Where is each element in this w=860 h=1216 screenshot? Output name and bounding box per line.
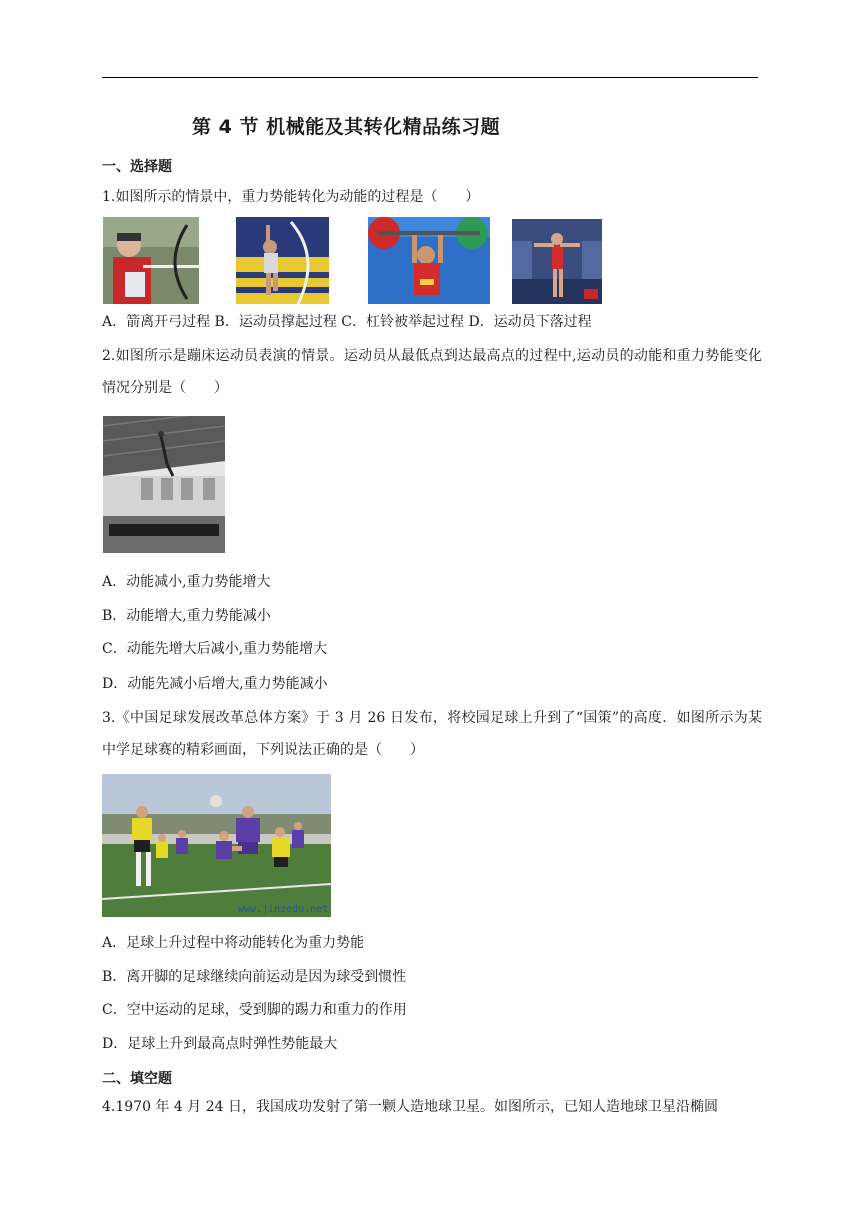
q4-stem: 4.1970 年 4 月 24 日，我国成功发射了第一颗人造地球卫星。如图所示，已知人造地球卫星沿椭圆 <box>102 1099 718 1115</box>
q3-option-d: D．足球上升到最高点时弹性势能最大 <box>102 1036 338 1052</box>
weightlifting-photo <box>368 217 490 304</box>
header-rule <box>102 77 758 78</box>
q3-option-b: B．离开脚的足球继续向前运动是因为球受到惯性 <box>102 969 407 985</box>
q1-stem: 1.如图所示的情景中，重力势能转化为动能的过程是（ ） <box>102 189 480 205</box>
archer-photo <box>103 217 199 304</box>
q2-option-b: B．动能增大,重力势能减小 <box>102 608 271 624</box>
q2-option-c: C．动能先增大后减小,重力势能增大 <box>102 641 328 657</box>
q2-option-d: D．动能先减小后增大,重力势能减小 <box>102 676 328 692</box>
q3-stem: 3.《中国足球发展改革总体方案》于 3 月 26 日发布，将校园足球上升到了“国策”的高度．如图所示为某中学足球赛的精彩画面，下列说法正确的是（ ） <box>102 710 762 758</box>
pole-vault-photo <box>236 217 329 304</box>
diver-photo <box>512 219 602 304</box>
q3-option-c: C．空中运动的足球，受到脚的踢力和重力的作用 <box>102 1002 407 1018</box>
q2-option-a: A．动能减小,重力势能增大 <box>102 574 271 590</box>
section-heading-choice: 一、选择题 <box>102 159 172 175</box>
q3-option-a: A．足球上升过程中将动能转化为重力势能 <box>102 935 365 951</box>
section-heading-fill: 二、填空题 <box>102 1071 172 1087</box>
soccer-photo-caption: www.jinzedu.net <box>238 904 329 915</box>
trampoline-photo <box>103 416 225 553</box>
soccer-photo <box>102 774 331 917</box>
q2-stem: 2.如图所示是蹦床运动员表演的情景。运动员从最低点到达最高点的过程中,运动员的动能和重力势能变化情况分别是（ ） <box>102 348 762 396</box>
page-title: 第 4 节 机械能及其转化精品练习题 <box>192 116 501 138</box>
q1-options: A．箭离开弓过程 B．运动员撑起过程 C．杠铃被举起过程 D．运动员下落过程 <box>102 314 592 330</box>
